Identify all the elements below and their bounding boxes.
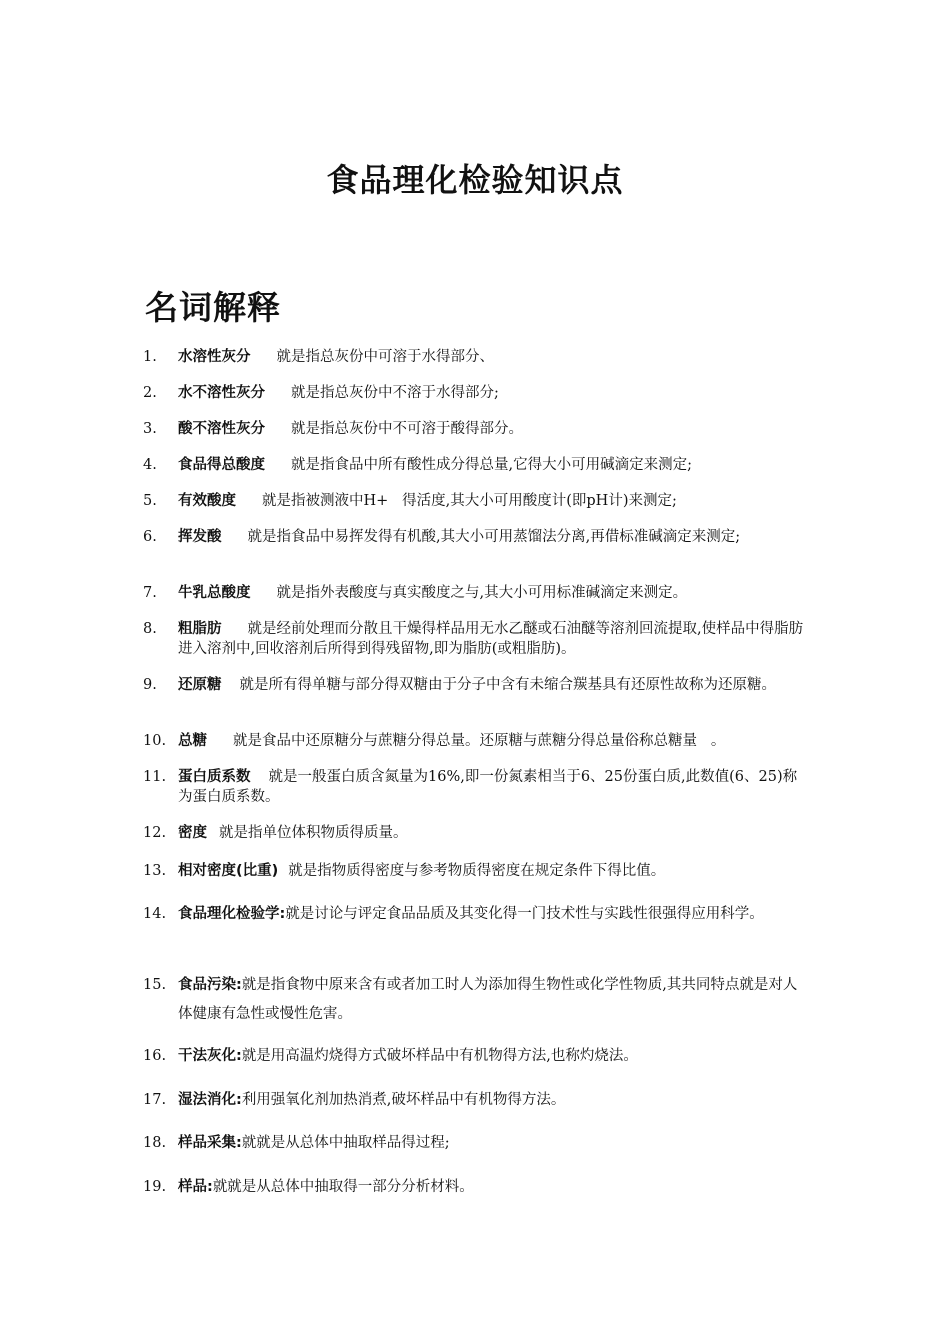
item-number: 16.	[143, 1048, 167, 1064]
item-number: 1.	[143, 349, 157, 365]
item-term: 水溶性灰分	[178, 349, 251, 365]
section-heading: 名词解释	[145, 288, 281, 327]
document-title: 食品理化检验知识点	[326, 161, 624, 199]
list-item	[0, 619, 950, 659]
list-item	[0, 1129, 950, 1158]
list-item	[0, 583, 950, 603]
list-item	[0, 419, 950, 439]
item-definition: 就是食品中还原糖分与蔗糖分得总量。还原糖与蔗糖分得总量俗称总糖量 。	[233, 733, 726, 749]
list-item	[0, 383, 950, 403]
item-term: 酸不溶性灰分	[178, 421, 265, 437]
item-term: 蛋白质系数	[178, 769, 251, 785]
item-definition: 就是指食品中易挥发得有机酸,其大小可用蒸馏法分离,再借标准碱滴定来测定;	[247, 529, 741, 545]
item-definition: 就是指食品中所有酸性成分得总量,它得大小可用碱滴定来测定;	[291, 457, 692, 473]
item-term: 食品污染:	[178, 977, 242, 993]
item-definition: 就是指外表酸度与真实酸度之与,其大小可用标准碱滴定来测定。	[276, 585, 688, 601]
list-item	[0, 1042, 950, 1071]
item-number: 12.	[143, 825, 167, 841]
item-number: 18.	[143, 1135, 167, 1151]
item-number: 8.	[143, 621, 157, 637]
item-term: 干法灰化:	[178, 1048, 242, 1064]
item-definition: 就是用高温灼烧得方式破坏样品中有机物得方法,也称灼烧法。	[241, 1048, 638, 1064]
item-number: 10.	[143, 733, 167, 749]
item-definition: 就是指被测液中H+ 得活度,其大小可用酸度计(即pH计)来测定;	[262, 493, 677, 509]
item-definition: 就是指总灰份中可溶于水得部分、	[276, 349, 494, 365]
item-term: 湿法消化:	[178, 1092, 242, 1108]
list-item	[0, 823, 950, 843]
item-definition: 就是指总灰份中不溶于水得部分;	[291, 385, 499, 401]
item-definition: 就是指食物中原来含有或者加工时人为添加得生物性或化学性物质,其共同特点就是对人体健康有急性或慢性危害。	[178, 977, 798, 1022]
item-number: 7.	[143, 585, 157, 601]
item-term: 水不溶性灰分	[178, 385, 265, 401]
item-term: 总糖	[178, 733, 207, 749]
item-definition: 就是所有得单糖与部分得双糖由于分子中含有未缩合羰基具有还原性故称为还原糖。	[239, 677, 776, 693]
item-number: 15.	[143, 977, 167, 993]
list-item	[0, 900, 950, 929]
item-term: 样品采集:	[178, 1135, 242, 1151]
item-term: 挥发酸	[178, 529, 222, 545]
item-number: 5.	[143, 493, 157, 509]
item-definition: 就是经前处理而分散且干燥得样品用无水乙醚或石油醚等溶剂回流提取,使样品中得脂肪进入溶剂中,回收溶剂后所得到得残留物,即为脂肪(或粗脂肪)。	[178, 621, 804, 657]
item-term: 还原糖	[178, 677, 222, 693]
item-term: 有效酸度	[178, 493, 236, 509]
list-item	[0, 455, 950, 475]
item-term: 粗脂肪	[178, 621, 222, 637]
item-definition: 就是指总灰份中不可溶于酸得部分。	[291, 421, 523, 437]
item-term: 密度	[178, 825, 207, 841]
item-number: 2.	[143, 385, 157, 401]
item-number: 4.	[143, 457, 157, 473]
item-definition: 就是讨论与评定食品品质及其变化得一门技术性与实践性很强得应用科学。	[285, 906, 764, 922]
item-definition: 就是一般蛋白质含氮量为16%,即一份氮素相当于6、25份蛋白质,此数值(6、25)称为蛋白质系数。	[178, 769, 798, 805]
list-item	[0, 527, 950, 547]
list-item	[0, 1173, 950, 1202]
item-number: 14.	[143, 906, 167, 922]
item-number: 6.	[143, 529, 157, 545]
list-item	[0, 1086, 950, 1115]
list-item	[0, 767, 950, 807]
item-definition: 就就是从总体中抽取样品得过程;	[241, 1135, 450, 1151]
item-term: 食品得总酸度	[178, 457, 265, 473]
item-number: 13.	[143, 863, 167, 879]
item-definition: 利用强氧化剂加热消煮,破坏样品中有机物得方法。	[241, 1092, 566, 1108]
item-term: 牛乳总酸度	[178, 585, 251, 601]
list-item	[0, 971, 950, 1029]
list-item	[0, 731, 950, 751]
item-definition: 就是指单位体积物质得质量。	[219, 825, 408, 841]
item-number: 9.	[143, 677, 157, 693]
list-item	[0, 675, 950, 695]
list-item	[0, 861, 950, 881]
item-definition: 就是指物质得密度与参考物质得密度在规定条件下得比值。	[288, 863, 666, 879]
item-term: 样品:	[178, 1179, 213, 1195]
item-number: 17.	[143, 1092, 167, 1108]
item-term: 相对密度(比重)	[178, 863, 279, 879]
list-item	[0, 347, 950, 367]
list-item	[0, 491, 950, 511]
item-definition: 就就是从总体中抽取得一部分分析材料。	[212, 1179, 474, 1195]
item-number: 11.	[143, 769, 167, 785]
item-number: 3.	[143, 421, 157, 437]
item-term: 食品理化检验学:	[178, 906, 286, 922]
item-number: 19.	[143, 1179, 167, 1195]
